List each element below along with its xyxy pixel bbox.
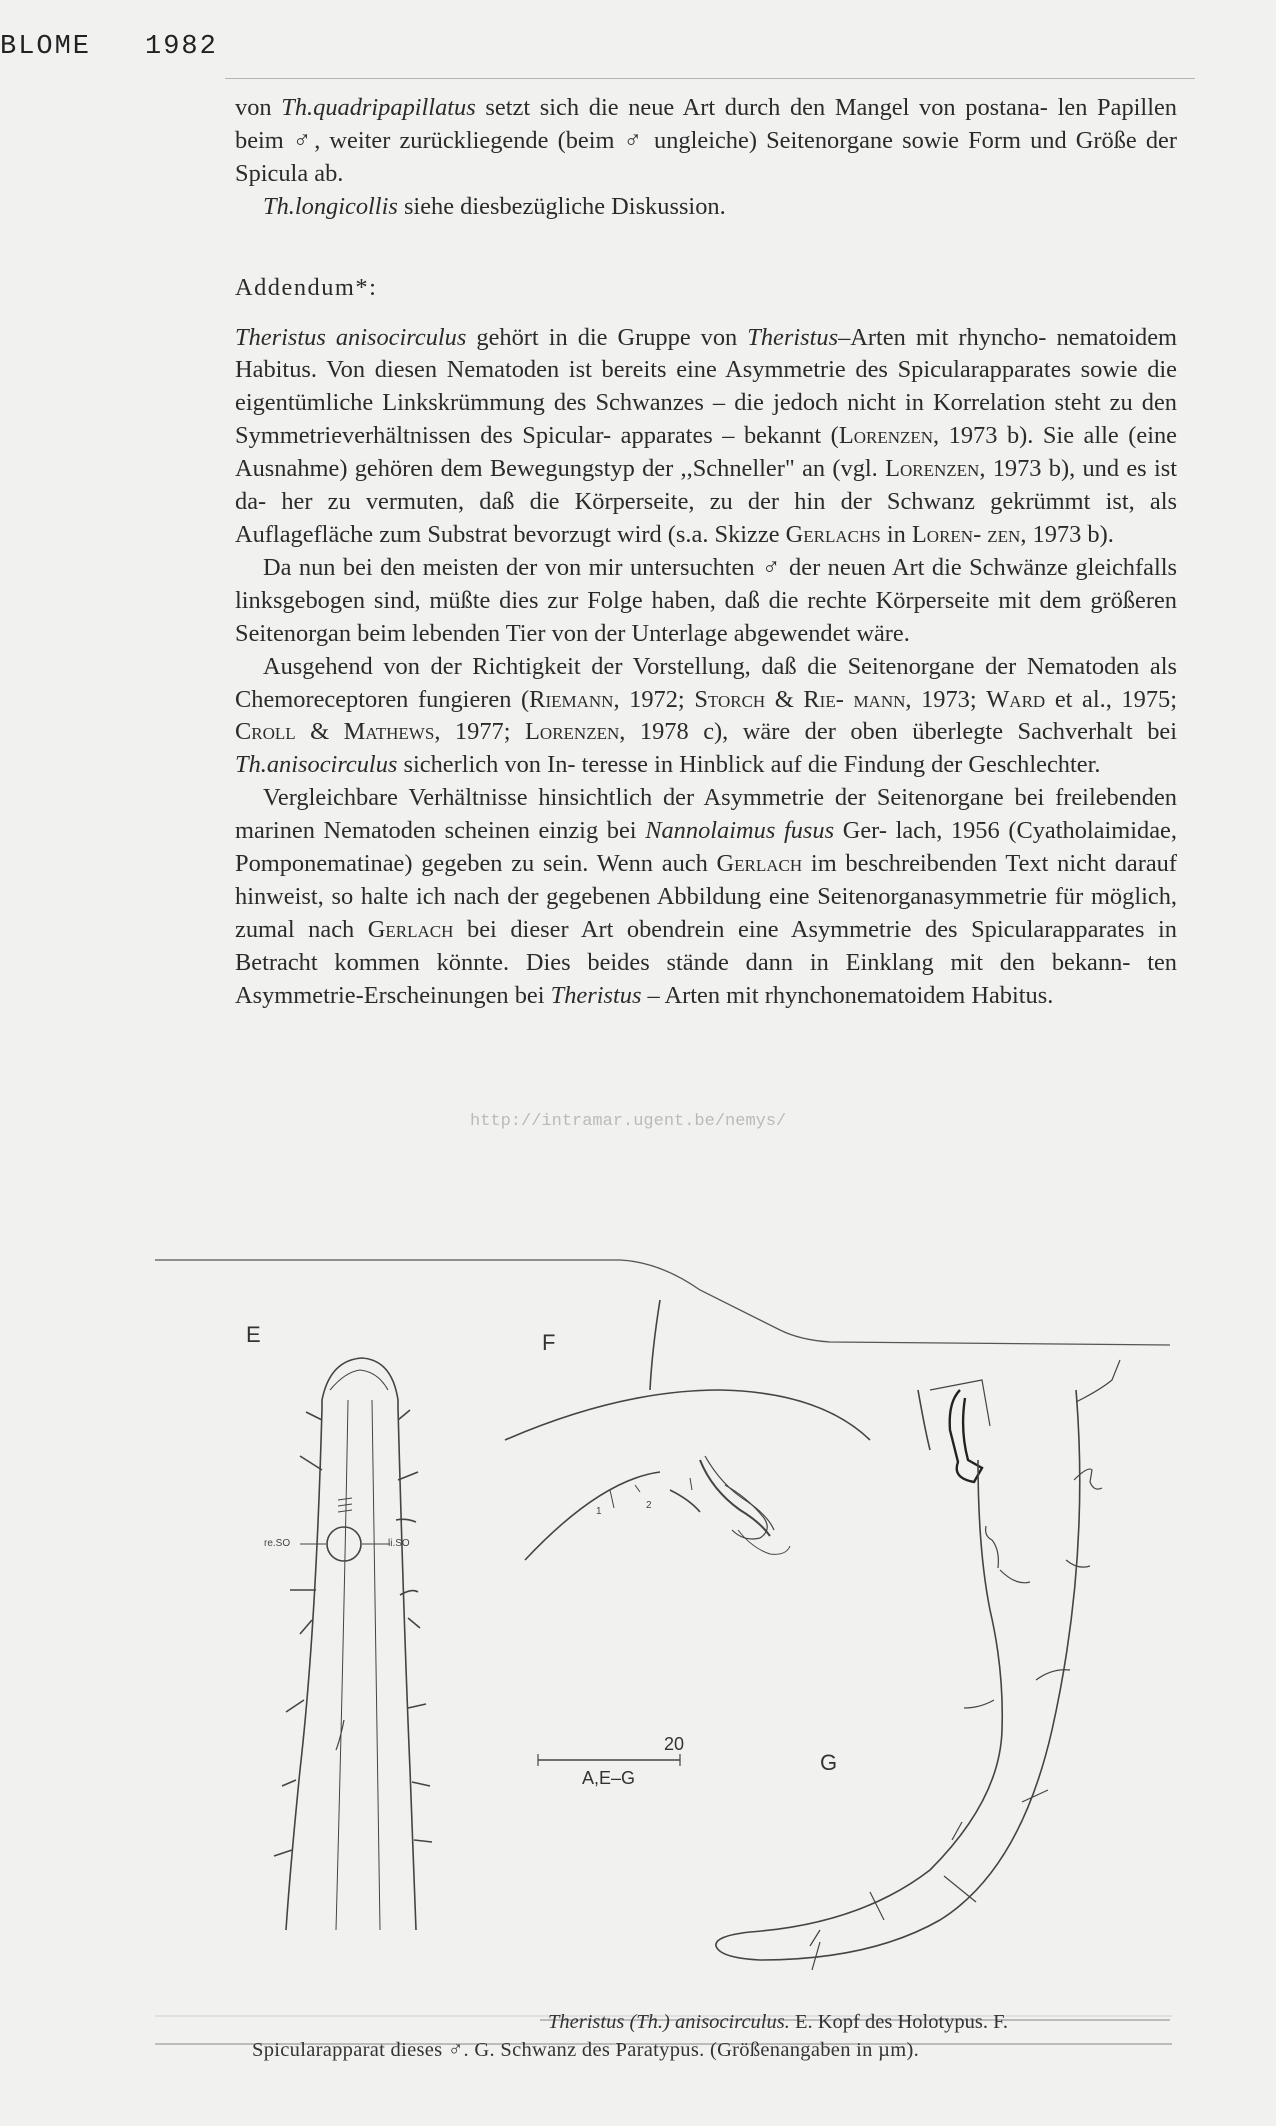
paragraph-4 xyxy=(235,552,1177,651)
text-run: setzt sich die neue Art durch den Mangel von postana- len Papillen beim ♂, weiter zurückliegende (beim ♂ ungleiche) Seitenorgane sowie Form und Größe der Spicula ab. xyxy=(235,94,1177,187)
body-text xyxy=(235,92,1177,1013)
spacer xyxy=(235,224,1177,272)
italic-term: Nannolaimus fusus xyxy=(645,817,835,845)
label-num-2: 2 xyxy=(646,1500,652,1511)
text-run: im beschreibenden Text nicht darauf hinweist, so halte ich nach der gegebenen Abbildung eine Seitenorganasymmetrie für möglich, zumal nach xyxy=(235,850,1177,943)
text-run: , 1973; xyxy=(905,685,987,713)
italic-term: Th.anisocirculus xyxy=(235,751,398,779)
label-li-so: li.SO xyxy=(388,1538,410,1549)
caption-line1-rest: E. Kopf des Holotypus. F. xyxy=(789,2011,1009,2033)
author-name: Gerlach xyxy=(367,915,454,943)
label-re-so: re.SO xyxy=(264,1538,291,1549)
header-rule xyxy=(225,78,1195,79)
scale-value: 20 xyxy=(664,1734,685,1754)
running-header xyxy=(0,32,218,62)
author-name: Storch & Rie- mann xyxy=(694,685,906,713)
author-name: Lorenzen xyxy=(885,455,980,483)
caption-line-2: Spicularapparat dieses ♂. G. Schwanz des Paratypus. (Größenangaben in µm). xyxy=(252,2039,920,2061)
addendum-heading: Addendum*: xyxy=(235,273,378,301)
paragraph-3 xyxy=(235,322,1177,552)
caption-line-1 xyxy=(548,2011,1008,2034)
text-run: Ger- lach, 1956 (Cyatholaimidae, Pomponematinae) gegeben zu sein. Wenn auch xyxy=(235,817,1177,878)
text-run: , 1977; xyxy=(434,718,526,746)
text-run: Vergleichbare Verhältnisse hinsichtlich der Asymmetrie der Seitenorgane bei freilebenden marinen Nematoden scheinen einzig bei xyxy=(235,784,1177,845)
text-run: , 1978 c), wäre der oben überlegte Sachverhalt bei xyxy=(619,718,1177,746)
header-author: BLOME xyxy=(0,32,92,62)
label-e: E xyxy=(246,1322,261,1347)
italic-term: Th.longicollis xyxy=(263,192,398,220)
text-run: et al., 1975; xyxy=(1045,685,1177,713)
header-year: 1982 xyxy=(145,32,218,62)
author-name: Riemann xyxy=(529,685,614,713)
text-run: – Arten mit rhynchonematoidem Habitus. xyxy=(641,981,1054,1009)
italic-term: Th.quadripapillatus xyxy=(281,94,476,121)
author-name: Loren- zen xyxy=(911,520,1021,548)
figure-lines xyxy=(0,1230,1276,2050)
label-f: F xyxy=(542,1330,556,1355)
italic-term: Theristus xyxy=(550,981,642,1009)
author-name: Lorenzen xyxy=(525,718,620,746)
author-name: Ward xyxy=(986,685,1046,713)
text-run: Ausgehend von der Richtigkeit der Vorstellung, daß die Seitenorgane der Nematoden als Chemoreceptoren fungieren ( xyxy=(235,652,1177,713)
text-run: –Arten mit rhyncho- nematoidem Habitus. Von diesen Nematoden ist bereits eine Asymmetrie des Spicularapparates sowie die eigentümliche Linkskrümmung des Schwanzes – die jedoch nicht in Korrelation steht zu den Symmetrieverhältnissen des Spicular- apparates – bekannt ( xyxy=(235,323,1178,450)
figure-drawings xyxy=(0,1230,1276,2050)
text-run: von xyxy=(235,94,282,121)
paragraph-2 xyxy=(235,191,1177,224)
caption-species: Theristus (Th.) anisocirculus. xyxy=(548,2011,790,2033)
scale-label: A,E–G xyxy=(582,1768,636,1788)
text-run: bei dieser Art obendrein eine Asymmetrie des Spicularapparates in Betracht kommen könnte. Dies beides stände dann in Einklang mit den bekann- ten Asymmetrie-Erscheinungen bei xyxy=(235,915,1177,1009)
author-name: Gerlach xyxy=(716,850,803,878)
text-run: sicherlich von In- teresse in Hinblick auf die Findung der Geschlechter. xyxy=(397,751,1101,779)
text-run: , 1973 b), und es ist da- her zu vermuten, daß die Körperseite, zu der hin der Schwanz gekrümmt ist, als Auflagefläche zum Substrat bevorzugt wird (s.a. Skizze xyxy=(235,455,1177,548)
text-run: , 1972; xyxy=(613,685,695,713)
author-name: Croll & Mathews xyxy=(235,718,435,746)
text-run: , 1973 b). xyxy=(1020,520,1114,548)
label-g: G xyxy=(820,1750,838,1775)
paragraph-1 xyxy=(235,92,1177,191)
label-num-1: 1 xyxy=(596,1506,602,1517)
text-run: in xyxy=(880,520,912,548)
italic-term: Theristus xyxy=(747,323,839,351)
text-run: gehört in die Gruppe von xyxy=(466,323,748,351)
italic-term: Theristus anisocirculus xyxy=(235,323,467,351)
paragraph-5 xyxy=(235,651,1177,783)
paragraph-6 xyxy=(235,782,1177,1012)
text-run: , 1973 b). Sie alle (eine Ausnahme) gehören dem Bewegungstyp der ,,Schneller" an (vgl. xyxy=(235,422,1177,483)
text-run: siehe diesbezügliche Diskussion. xyxy=(397,192,726,220)
watermark-url: http://intramar.ugent.be/nemys/ xyxy=(470,1112,787,1131)
text-run: Da nun bei den meisten der von mir untersuchten ♂ der neuen Art die Schwänze gleichfalls linksgebogen sind, müßte dies zur Folge haben, daß die rechte Körperseite mit dem größeren Seitenorgan beim lebenden Tier von der Unterlage abgewendet wäre. xyxy=(235,553,1177,647)
author-name: Gerlachs xyxy=(785,520,881,548)
author-name: Lorenzen xyxy=(838,422,934,450)
